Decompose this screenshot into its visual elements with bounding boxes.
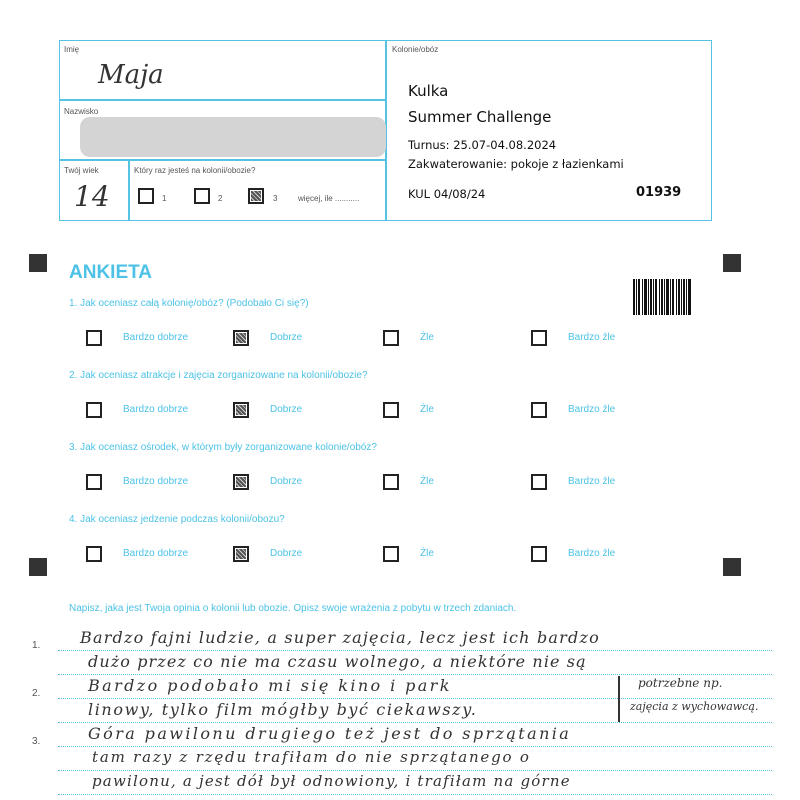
header-divider-h1 xyxy=(59,99,386,101)
kolonia-name-2: Summer Challenge xyxy=(408,108,552,126)
corner-marker-bottom-left xyxy=(29,558,47,576)
question-2-dobrze-checkbox[interactable] xyxy=(233,402,249,418)
question-4-dobrze-checkbox[interactable] xyxy=(233,546,249,562)
corner-marker-bottom-right xyxy=(723,558,741,576)
line-number-3: 3. xyxy=(32,736,41,747)
form-number: 01939 xyxy=(636,185,682,200)
question-2-text: 2. Jak oceniasz atrakcje i zajęcia zorganizowane na kolonii/obozie? xyxy=(69,370,368,381)
wiecej-label: więcej, ile ........... xyxy=(298,194,360,203)
kolonia-label: Kolonie/obóz xyxy=(392,45,439,54)
writing-line xyxy=(58,746,772,747)
question-4-text: 4. Jak oceniasz jedzenie podczas kolonii/obozu? xyxy=(69,514,285,525)
question-4-bardzo-dobrze-checkbox[interactable] xyxy=(86,546,102,562)
imie-value: Maja xyxy=(98,60,164,90)
question-1-dobrze-checkbox[interactable] xyxy=(233,330,249,346)
question-1-bardzo-zle-checkbox[interactable] xyxy=(531,330,547,346)
question-1-zle-label: Źle xyxy=(420,332,434,343)
ktory-raz-checkbox-1[interactable] xyxy=(138,188,154,204)
kolonia-code: KUL 04/08/24 xyxy=(408,187,486,201)
writing-line xyxy=(58,650,772,651)
question-3-bardzo-zle-checkbox[interactable] xyxy=(531,474,547,490)
question-4-bardzo-zle-checkbox[interactable] xyxy=(531,546,547,562)
question-1-bardzo-zle-label: Bardzo źle xyxy=(568,332,616,343)
question-3-zle-label: Źle xyxy=(420,476,434,487)
side-note-line: potrzebne np. xyxy=(638,676,723,690)
writing-line xyxy=(58,674,772,675)
header-divider-age xyxy=(128,159,130,220)
corner-marker-top-left xyxy=(29,254,47,272)
ktory-raz-option-2: 2 xyxy=(218,194,223,203)
corner-marker-top-right xyxy=(723,254,741,272)
question-4-zle-label: Źle xyxy=(420,548,434,559)
question-3-bardzo-dobrze-checkbox[interactable] xyxy=(86,474,102,490)
question-3-text: 3. Jak oceniasz ośrodek, w którym były zorganizowane kolonie/obóz? xyxy=(69,442,377,453)
handwriting-line: linowy, tylko film mógłby być ciekawszy. xyxy=(88,700,478,719)
ktory-raz-checkbox-2[interactable] xyxy=(194,188,210,204)
ktory-raz-option-3: 3 xyxy=(273,194,278,203)
nazwisko-redacted xyxy=(80,117,386,157)
question-4-bardzo-zle-label: Bardzo źle xyxy=(568,548,616,559)
question-4-bardzo-dobrze-label: Bardzo dobrze xyxy=(123,548,189,559)
writing-line xyxy=(58,770,772,771)
handwriting-line: Bardzo podobało mi się kino i park xyxy=(88,676,452,695)
writing-line xyxy=(58,698,772,699)
handwriting-line: pawilonu, a jest dół był odnowiony, i trafiłam na górne xyxy=(92,772,571,790)
side-note-bracket xyxy=(618,676,620,722)
survey-title: ANKIETA xyxy=(69,262,153,283)
question-4-zle-checkbox[interactable] xyxy=(383,546,399,562)
handwriting-line: Bardzo fajni ludzie, a super zajęcia, lecz jest ich bardzo xyxy=(80,628,600,647)
handwriting-line: Góra pawilonu drugiego też jest do sprzątania xyxy=(88,724,572,743)
turnus: Turnus: 25.07-04.08.2024 xyxy=(408,138,557,152)
question-1-dobrze-label: Dobrze xyxy=(270,332,303,343)
question-1-bardzo-dobrze-label: Bardzo dobrze xyxy=(123,332,189,343)
zakwaterowanie: Zakwaterowanie: pokoje z łazienkami xyxy=(408,157,624,171)
question-2-bardzo-zle-checkbox[interactable] xyxy=(531,402,547,418)
wiek-label: Twój wiek xyxy=(64,166,99,175)
ktory-raz-label: Który raz jesteś na kolonii/obozie? xyxy=(134,166,256,175)
line-number-1: 1. xyxy=(32,640,41,651)
ktory-raz-checkbox-3[interactable] xyxy=(248,188,264,204)
barcode-icon xyxy=(633,279,691,315)
writing-line xyxy=(58,794,772,795)
side-note-line: zajęcia z wychowawcą. xyxy=(630,700,759,713)
question-3-bardzo-dobrze-label: Bardzo dobrze xyxy=(123,476,189,487)
question-3-dobrze-checkbox[interactable] xyxy=(233,474,249,490)
question-2-bardzo-dobrze-label: Bardzo dobrze xyxy=(123,404,189,415)
writing-line xyxy=(58,722,772,723)
question-2-bardzo-dobrze-checkbox[interactable] xyxy=(86,402,102,418)
wiek-value: 14 xyxy=(74,180,110,213)
question-4-dobrze-label: Dobrze xyxy=(270,548,303,559)
handwriting-line: dużo przez co nie ma czasu wolnego, a niektóre nie są xyxy=(88,652,587,671)
question-2-zle-checkbox[interactable] xyxy=(383,402,399,418)
question-2-dobrze-label: Dobrze xyxy=(270,404,303,415)
question-3-zle-checkbox[interactable] xyxy=(383,474,399,490)
nazwisko-label: Nazwisko xyxy=(64,107,99,116)
question-1-zle-checkbox[interactable] xyxy=(383,330,399,346)
ktory-raz-option-1: 1 xyxy=(162,194,167,203)
opinion-prompt: Napisz, jaka jest Twoja opinia o kolonii lub obozie. Opisz swoje wrażenia z pobytu w trzech zdaniach. xyxy=(69,603,517,614)
question-2-zle-label: Źle xyxy=(420,404,434,415)
line-number-2: 2. xyxy=(32,688,41,699)
handwriting-line: tam razy z rzędu trafiłam do nie sprzątanego o xyxy=(92,748,531,766)
header-divider-h2 xyxy=(59,159,386,161)
kolonia-name-1: Kulka xyxy=(408,82,449,100)
imie-label: Imię xyxy=(64,45,80,54)
question-1-text: 1. Jak oceniasz całą kolonię/obóz? (Podobało Ci się?) xyxy=(69,298,309,309)
question-1-bardzo-dobrze-checkbox[interactable] xyxy=(86,330,102,346)
question-3-bardzo-zle-label: Bardzo źle xyxy=(568,476,616,487)
question-2-bardzo-zle-label: Bardzo źle xyxy=(568,404,616,415)
question-3-dobrze-label: Dobrze xyxy=(270,476,303,487)
